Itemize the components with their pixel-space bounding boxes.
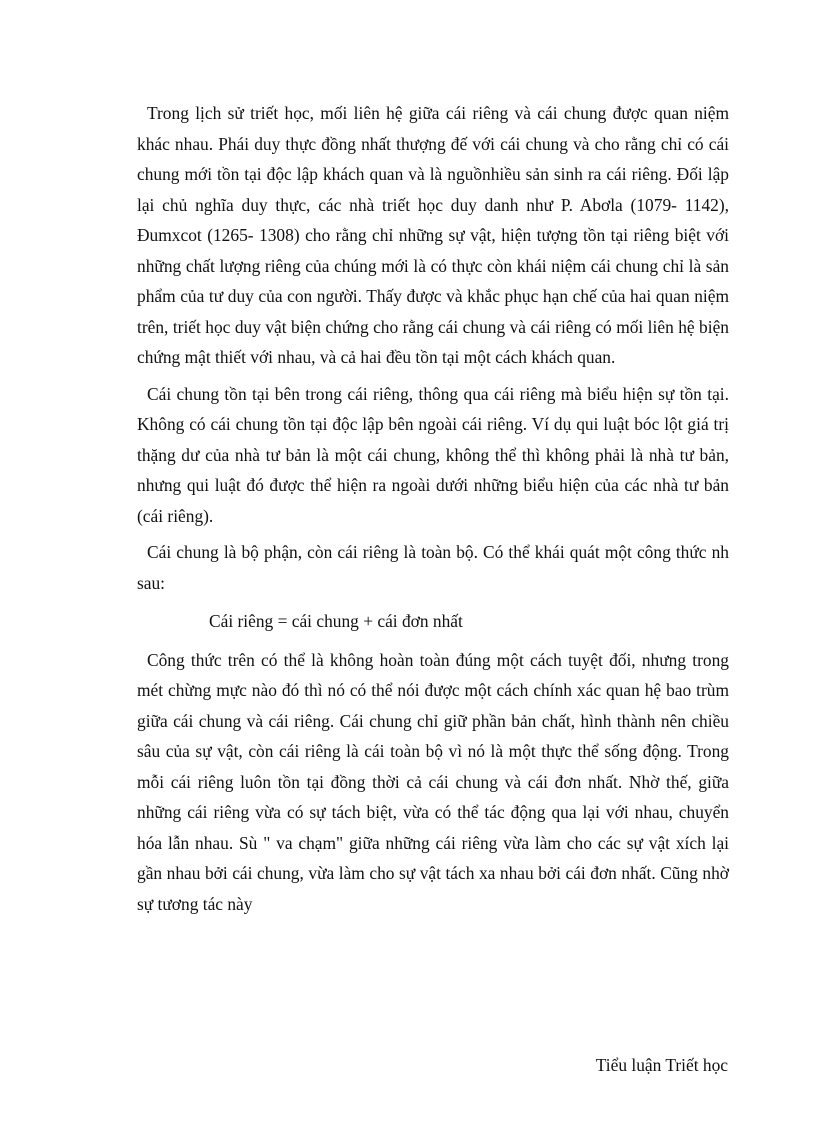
paragraph-existence: Cái chung tồn tại bên trong cái riêng, thông qua cái riêng mà biểu hiện sự tồn tại. Không có cái chung tồn tại độc lập bên ngoài cái riêng. Ví dụ qui luật bóc lột giá trị thặng dư của nhà tư bản là một cái chung, không thể thì không phải là nhà tư bản, nhưng qui luật đó được thể hiện ra ngoài dưới những biểu hiện của các nhà tư bản (cái riêng).: [137, 383, 729, 526]
paragraph-formula-explanation: Công thức trên có thể là không hoàn toàn đúng một cách tuyệt đối, nhưng trong mét chừng mực nào đó thì nó có thể nói được một cách chính xác quan hệ bao trùm giữa cái chung và cái riêng. Cái chung chỉ giữ phần bản chất, hình thành nên chiều sâu của sự vật, còn cái riêng là cái toàn bộ vì nó là một thực thể sống động. Trong mỗi cái riêng luôn tồn tại đồng thời cả cái chung và cái đơn nhất. Nhờ thế, giữa những cái riêng vừa có sự tách biệt, vừa có thể tác động qua lại với nhau, chuyển hóa lẫn nhau. Sù " va chạm" giữa những cái riêng vừa làm cho các sự vật xích lại gần nhau bởi cái chung, vừa làm cho sự vật tách xa nhau bởi cái đơn nhất. Cũng nhờ sự tương tác này: [137, 649, 729, 914]
paragraph-history: Trong lịch sử triết học, mối liên hệ giữa cái riêng và cái chung được quan niệm khác nhau. Phái duy thực đồng nhất thượng đế với cái chung và cho rằng chỉ có cái chung mới tồn tại độc lập khách quan và là nguồnhiều sản sinh ra cái riêng. Đối lập lại chủ nghĩa duy thực, các nhà triết học duy danh như P. Abơla (1079- 1142), Đumxcot (1265- 1308) cho rằng chỉ những sự vật, hiện tượng tồn tại riêng biệt với những chất lượng riêng của chúng mới là có thực còn khái niệm cái chung chỉ là sản phẩm của tư duy của con người. Thấy được và khắc phục hạn chế của hai quan niệm trên, triết học duy vật biện chứng cho rằng cái chung và cái riêng có mối liên hệ biện chứng mật thiết với nhau, và cả hai đều tồn tại một cách khách quan.: [137, 103, 729, 367]
body-text: [137, 98, 729, 919]
page-footer: Tiểu luận Triết học: [595, 1055, 728, 1075]
formula: Cái riêng = cái chung + cái đơn nhất: [209, 611, 463, 631]
paragraph-formula-intro: Cái chung là bộ phận, còn cái riêng là toàn bộ. Có thể khái quát một công thức nh sau:: [137, 542, 729, 593]
